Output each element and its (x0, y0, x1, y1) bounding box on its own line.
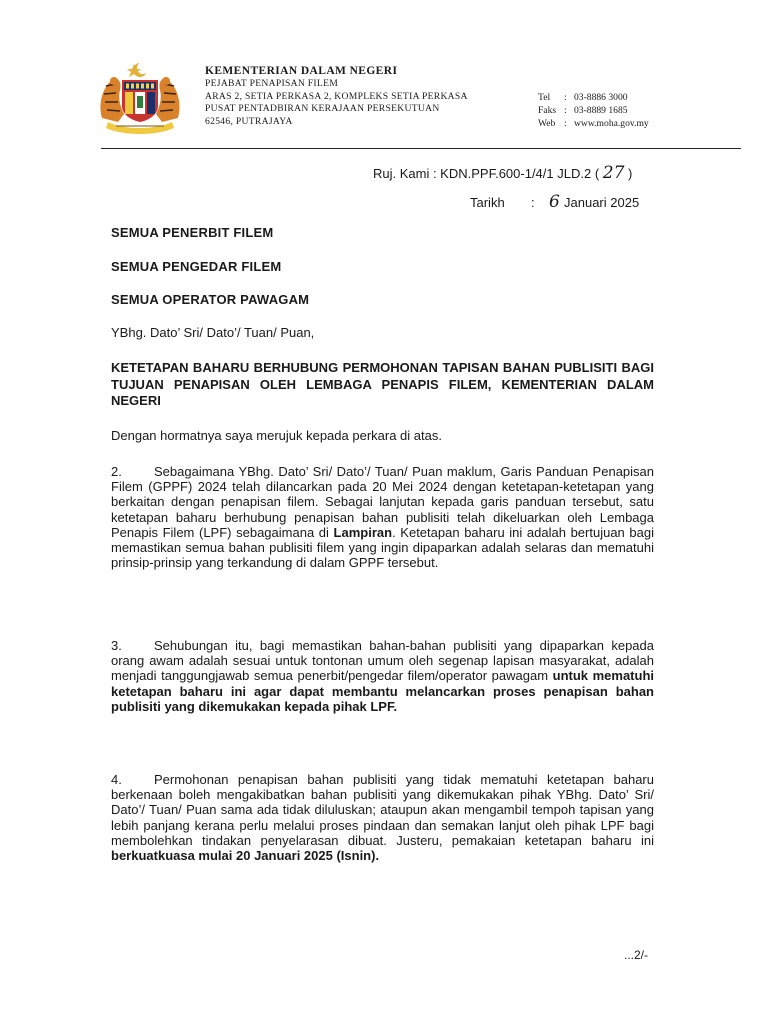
contact-tel (538, 92, 649, 105)
paragraph-text: Permohonan penapisan bahan publisiti yang tidak mematuhi ketetapan baharu berkenaan boleh mengakibatkan bahan publisiti yang dikemukakan pihak YBhg. Dato’ Sri/ Dato’/ Tuan/ Puan sama ada tidak diluluskan; ataupun akan mengambil tempoh tapisan yang lebih panjang kerana perlu melalui proses pindaan dan semakan lanjut oleh pihak LPF bagi membolehkan tindakan penyelarasan dibuat. Justeru, pemakaian ketetapan baharu ini (111, 772, 654, 848)
reference-label: Ruj. Kami : KDN.PPF.600-1/4/1 JLD.2 ( (373, 166, 600, 181)
contact-label: Faks (538, 104, 557, 116)
paragraph-3 (111, 638, 654, 714)
address-line: ARAS 2, SETIA PERKASA 2, KOMPLEKS SETIA PERKASA (205, 90, 468, 102)
reference-handwritten-number: 27 (602, 163, 625, 183)
address-line: PEJABAT PENAPISAN FILEM (205, 78, 339, 89)
paragraph-bold-text: Lampiran (333, 524, 393, 540)
paragraph-number: 2. (111, 464, 122, 479)
reference-number (373, 163, 632, 183)
contact-value: 03-8889 1685 (574, 104, 628, 116)
ministry-name: KEMENTERIAN DALAM NEGERI (205, 65, 398, 77)
opening-line: Dengan hormatnya saya merujuk kepada perkara di atas. (111, 428, 442, 443)
paragraph-text: Sebagaimana YBhg. Dato’ Sri/ Dato’/ Tuan/ Puan maklum, Garis Panduan Penapisan Filem (GPPF) 2024 telah dilancarkan pada 20 Mei 2024 dengan ketetapan-ketetapan yang berkaitan dengan penapisan filem. Sebagai lanjutan kepada garis panduan tersebut, satu ketetapan baharu berhubung penapisan bahan publisiti telah dikeluarkan oleh Lembaga Penapis Filem (LPF) sebagaimana di (111, 464, 654, 540)
recipient-distributors: SEMUA PENGEDAR FILEM (111, 259, 282, 274)
address-line: 62546, PUTRAJAYA (205, 115, 293, 127)
paragraph-number: 3. (111, 638, 122, 653)
contact-value: 03-8886 3000 (574, 92, 628, 103)
paragraph-2 (111, 464, 654, 570)
contact-separator: : (564, 117, 567, 129)
contact-value: www.moha.gov.my (574, 117, 649, 129)
contact-label: Tel (538, 92, 551, 103)
date-month-year: Januari 2025 (564, 195, 640, 210)
contact-block (538, 92, 649, 130)
contact-separator: : (564, 92, 567, 103)
reference-close: ) (628, 166, 633, 181)
letter-date (470, 192, 639, 212)
contact-label: Web (538, 117, 556, 129)
contact-web (538, 118, 649, 131)
letter-subject: KETETAPAN BAHARU BERHUBUNG PERMOHONAN TAPISAN BAHAN PUBLISITI BAGI TUJUAN PENAPISAN OLEH LEMBAGA PENAPIS FILEM, KEMENTERIAN DALAM NEGERI (111, 360, 654, 408)
paragraph-4 (111, 772, 654, 863)
paragraph-bold-text: untuk mematuhi ketetapan baharu ini agar dapat membantu melancarkan proses penapisan bahan publisiti yang dikemukakan kepada pihak LPF. (111, 668, 654, 714)
contact-separator: : (564, 104, 567, 116)
paragraph-text: Sehubungan itu, bagi memastikan bahan-bahan publisiti yang dipaparkan kepada orang awam adalah sesuai untuk tontonan umum oleh segenap lapisan masyarakat, adalah menjadi tanggungjawab semua penerbit/pengedar filem/operator pawagam (111, 638, 654, 684)
recipient-cinema-operators: SEMUA OPERATOR PAWAGAM (111, 292, 310, 307)
date-handwritten-day: 6 (549, 192, 560, 212)
paragraph-text: . Ketetapan baharu ini adalah bertujuan bagi memastikan semua bahan publisiti filem yang ingin dipaparkan adalah selaras dan mematuhi prinsip-prinsip yang terkandung di dalam GPPF tersebut. (111, 524, 654, 571)
page-continuation: ...2/- (624, 948, 649, 962)
salutation: YBhg. Dato’ Sri/ Dato’/ Tuan/ Puan, (111, 325, 315, 340)
paragraph-number: 4. (111, 772, 122, 787)
sender-address (205, 64, 468, 128)
paragraph-bold-text: berkuatkuasa mulai 20 Januari 2025 (Isnin). (111, 848, 380, 864)
contact-fax (538, 105, 649, 118)
letterhead (0, 0, 768, 160)
date-label: Tarikh (470, 195, 505, 210)
date-colon: : (531, 195, 535, 210)
address-line: PUSAT PENTADBIRAN KERAJAAN PERSEKUTUAN (205, 103, 440, 115)
coat-of-arms-icon (94, 60, 186, 134)
recipient-publishers: SEMUA PENERBIT FILEM (111, 225, 274, 240)
letterhead-divider (101, 148, 741, 149)
